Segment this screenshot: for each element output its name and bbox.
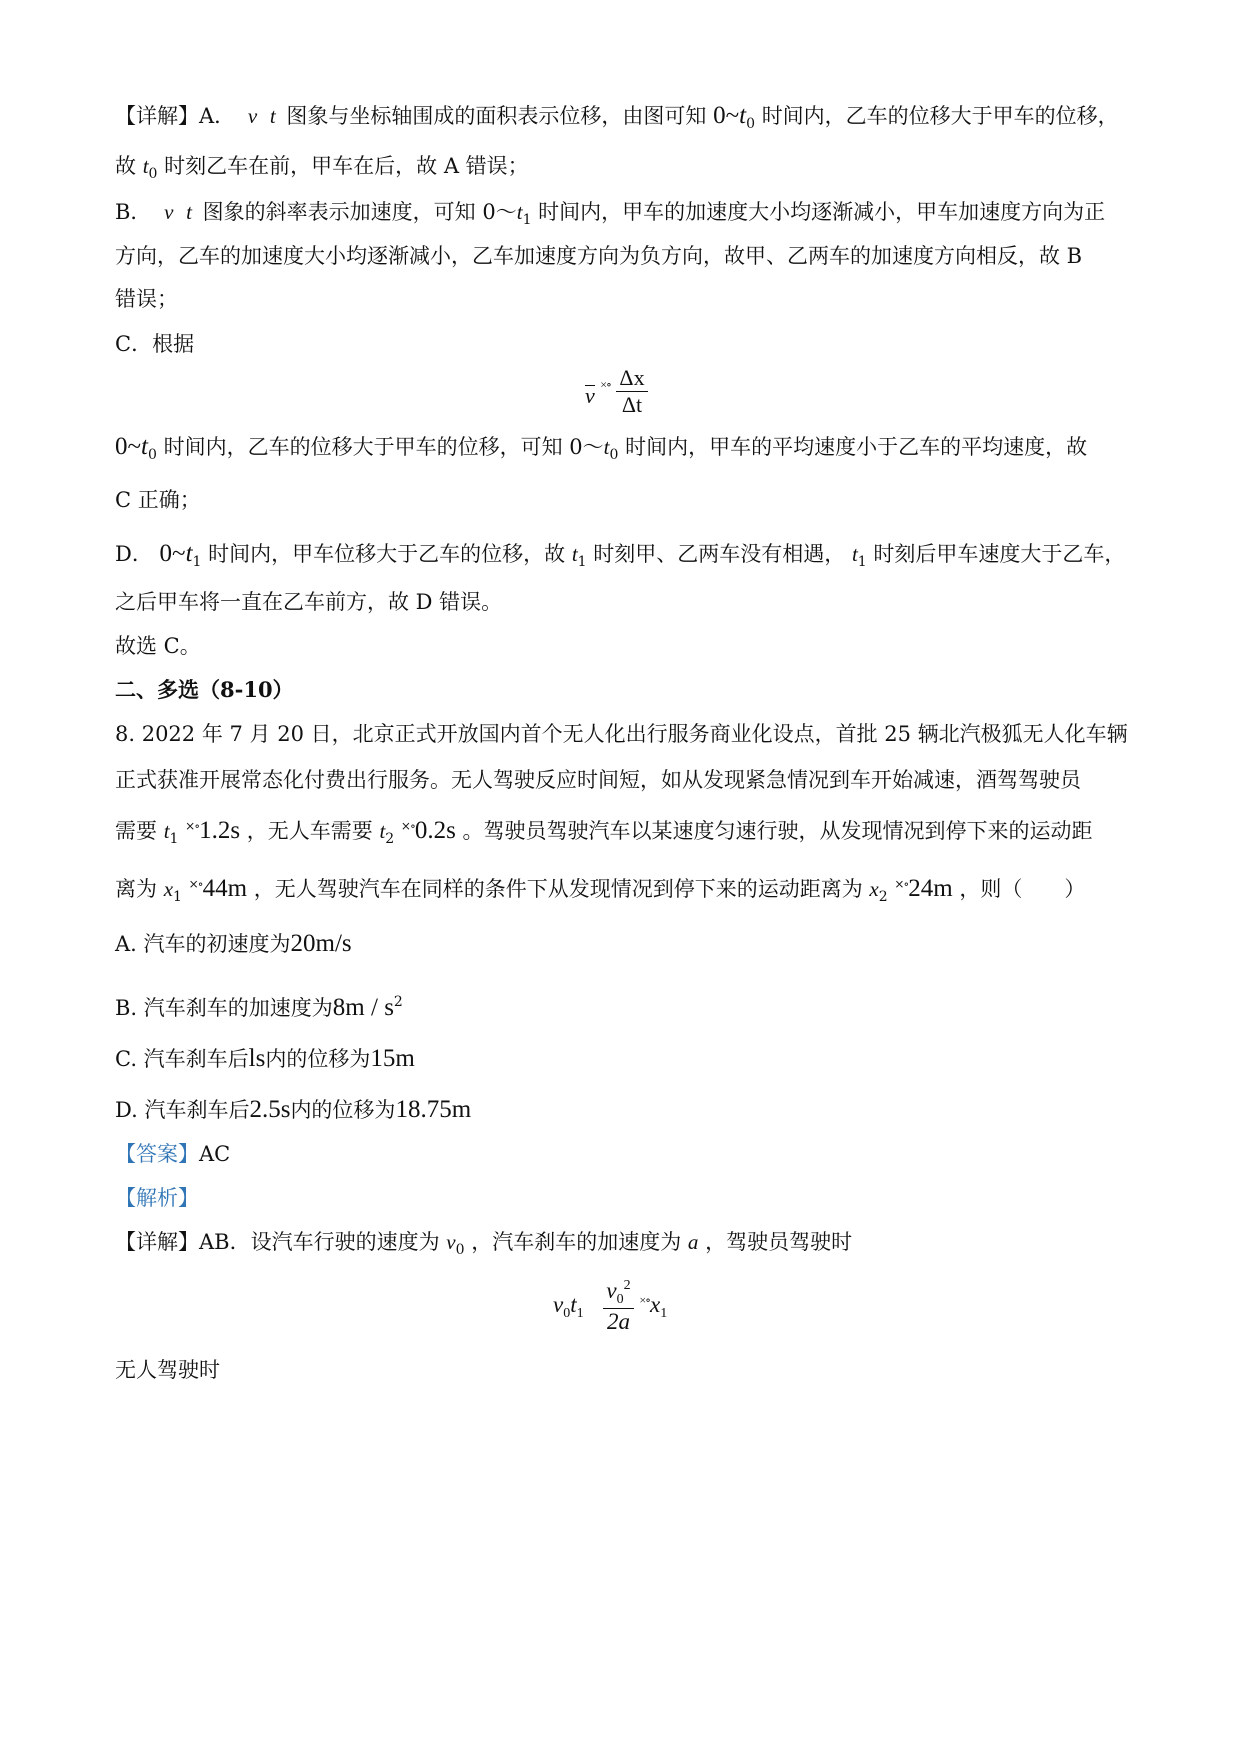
text-line: 之后甲车将一直在乙车前方，故 D 错误。 [115, 590, 503, 614]
text-line: C 正确； [115, 488, 201, 512]
detail-line: 【详解】AB．设汽车行驶的速度为 $v_0$ ，汽车刹车的加速度为 a ，驾驶员驾驶时 [115, 1230, 853, 1258]
text-line: 错误； [115, 287, 178, 311]
text-line: 方向，乙车的加速度大小均逐渐减小，乙车加速度方向为负方向，故甲、乙两车的加速度方向相反，故 B [115, 244, 1083, 268]
formula-stopping-distance: $v_0t_1$ $\frac{v_0^2}{2a}$ $^{\times\circ}x_1$ [553, 1278, 668, 1334]
text-line: 无人驾驶时 [115, 1358, 220, 1382]
question-text: 需要 $t_1$ ×∘1.2s ，无人车需要 $t_2$ ×∘0.2s 。驾驶员驾驶汽车以某速度匀速行驶，从发现情况到停下来的运动距 [115, 817, 1093, 847]
answer-line: 【答案】AC [115, 1142, 231, 1166]
question-text: 8. 2022 年 7 月 20 日，北京正式开放国内首个无人化出行服务商业化设点，首批 25 辆北汽极狐无人化车辆 [115, 722, 1128, 746]
question-text: 正式获准开展常态化付费出行服务。无人驾驶反应时间短，如从发现紧急情况到车开始减速，酒驾驾驶员 [115, 768, 1081, 792]
text-line: $0\sim t_0$ 时间内，乙车的位移大于甲车的位移，可知 $0\sim t_0$ 时间内，甲车的平均速度小于乙车的平均速度，故 [115, 433, 1088, 463]
text-line: 【详解】A． v t 图象与坐标轴围成的面积表示位移，由图可知 $0\sim t_0$ 时间内，乙车的位移大于甲车的位移， [115, 102, 1119, 132]
text-line: 故选 C。 [115, 634, 201, 658]
option-b: B. 汽车刹车的加速度为$8m / s^2$ [115, 994, 403, 1021]
formula-average-velocity: v ×∘ $\frac{\Delta x}{\Delta t}$ [585, 365, 648, 418]
option-d: D. 汽车刹车后2.5s内的位移为18.75m [115, 1096, 472, 1123]
question-text: 离为 $x_1$ ×∘44m ，无人驾驶汽车在同样的条件下从发现情况到停下来的运动距离为 $x_2$ ×∘24m ，则（ ） [115, 875, 1086, 905]
option-a: A. 汽车的初速度为20m/s [115, 930, 352, 957]
analysis-label: 【解析】 [115, 1186, 199, 1210]
text-line: 故 $t_0$ 时刻乙车在前，甲车在后，故 A 错误； [115, 154, 529, 182]
section-heading: 二、多选（8-10） [115, 677, 294, 702]
text-line: D． $0\sim t_1$ 时间内，甲车位移大于乙车的位移，故 $t_1$ 时刻甲、乙两车没有相遇， $t_1$ 时刻后甲车速度大于乙车， [115, 540, 1126, 570]
text-line: C．根据 [115, 332, 195, 356]
option-c: C. 汽车刹车后ls内的位移为15m [115, 1045, 415, 1072]
text-line: B． v t 图象的斜率表示加速度，可知 $0\sim t_1$ 时间内，甲车的加速度大小均逐渐减小，甲车加速度方向为正 [115, 200, 1106, 228]
